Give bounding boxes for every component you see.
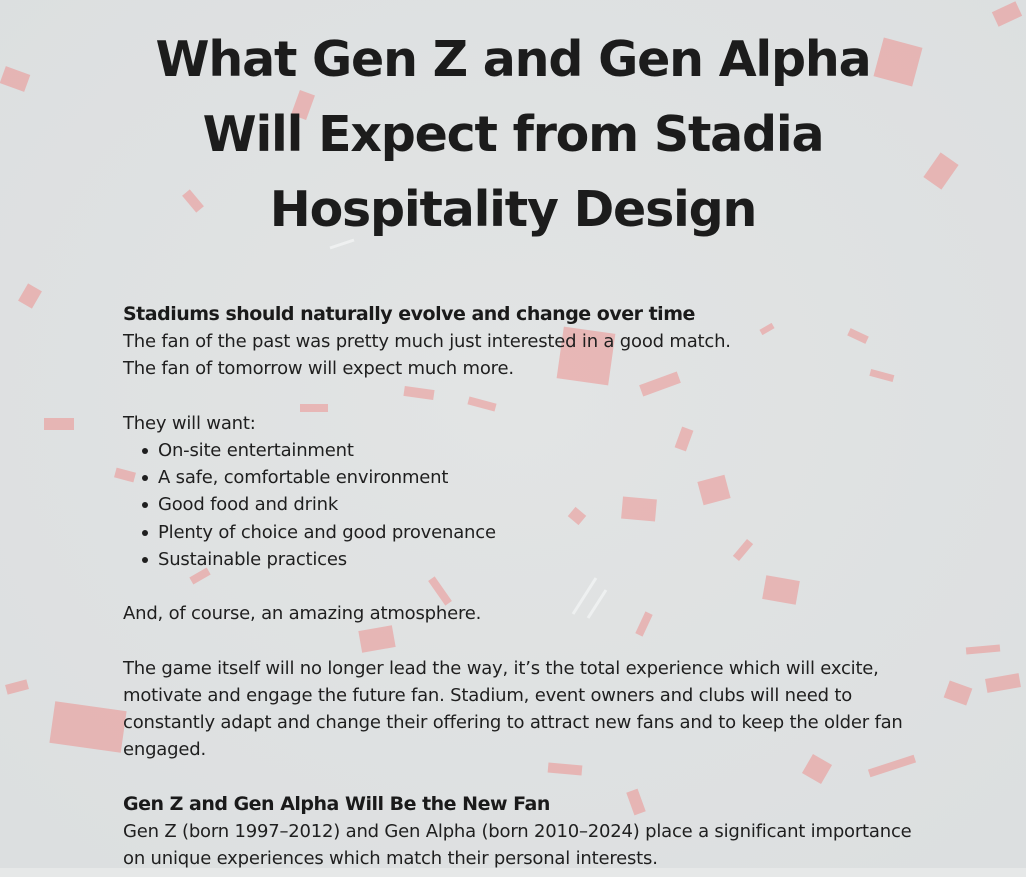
body-line-atmosphere: And, of course, an amazing atmosphere. [123,603,482,625]
list-intro: They will want: [123,412,256,434]
body-line-past-fan: The fan of the past was pretty much just interested in a good match. [123,331,731,353]
section-heading-new-fan: Gen Z and Gen Alpha Will Be the New Fan [123,792,550,815]
list-item: Plenty of choice and good provenance [141,519,913,546]
article-body [123,301,913,872]
body-paragraph-experience: The game itself will no longer lead the way, it’s the total experience which will excite, motivate and engage the future fan. Stadium, event owners and clubs will need to constantly adapt and change their offering to attract new fans and to keep the older fan engaged. [123,657,903,761]
list-item: Good food and drink [141,491,913,518]
body-paragraph-gen-z: Gen Z (born 1997–2012) and Gen Alpha (born 2010–2024) place a significant importance on unique experiences which match their personal interests. [123,820,912,869]
section-heading-evolve: Stadiums should naturally evolve and change over time [123,303,695,325]
article-title: What Gen Z and Gen Alpha Will Expect from Stadia Hospitality Design [155,31,871,238]
list-item: A safe, comfortable environment [141,464,913,491]
body-line-future-fan: The fan of tomorrow will expect much more. [123,358,514,380]
list-item: Sustainable practices [141,546,913,573]
expectations-list [123,437,913,573]
list-item: On-site entertainment [141,437,913,464]
